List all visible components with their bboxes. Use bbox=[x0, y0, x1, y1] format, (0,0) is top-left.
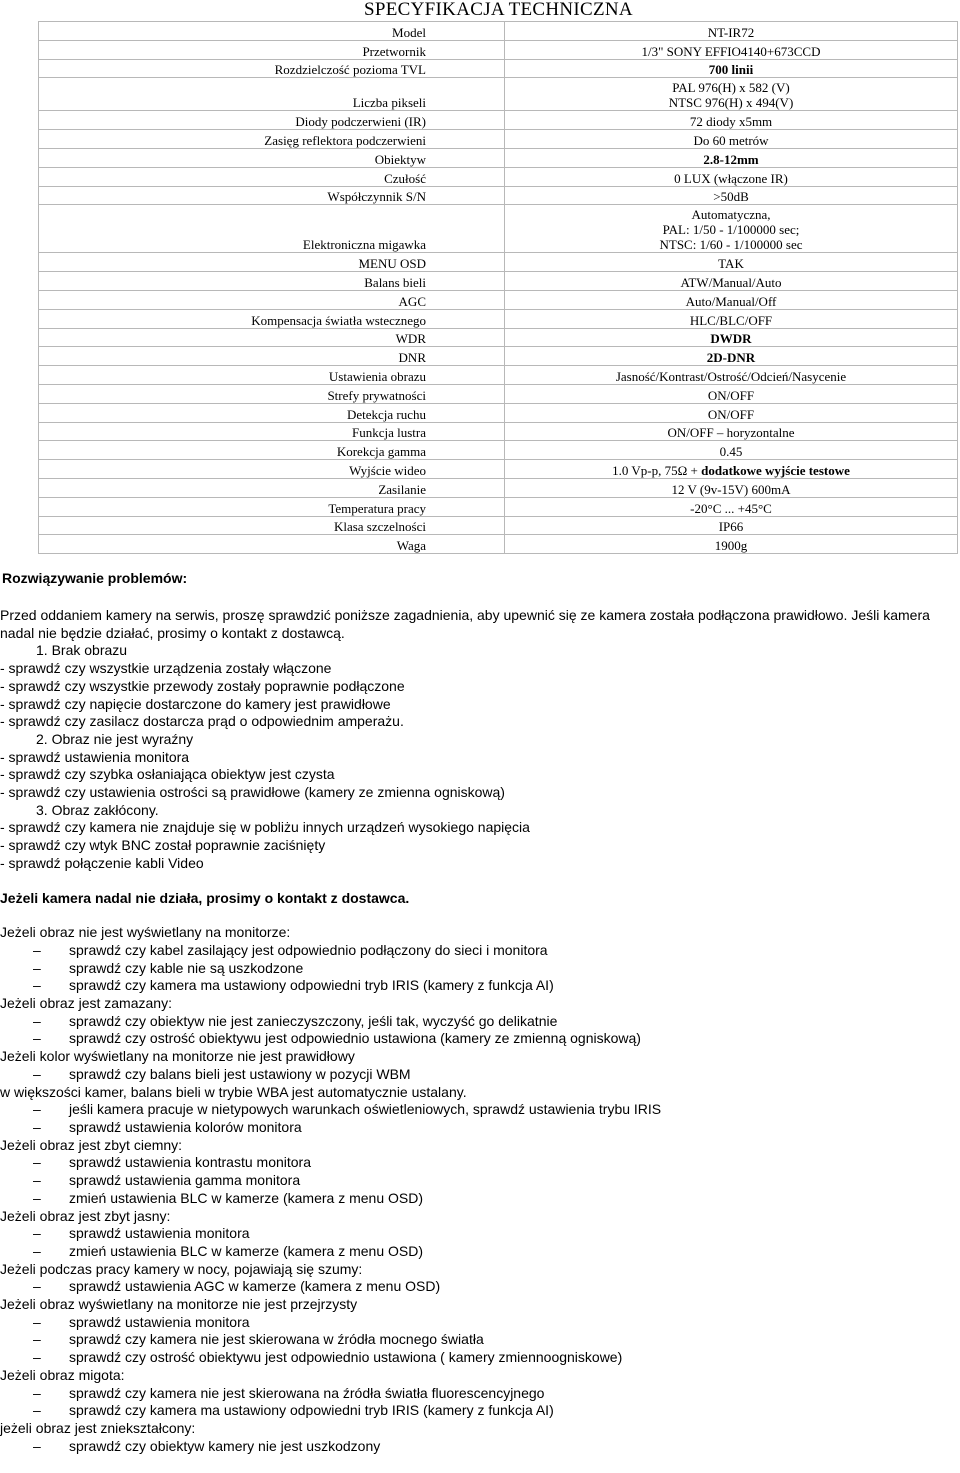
dash-bullet: – bbox=[33, 1349, 41, 1366]
faq-item-text: sprawdź ustawienia gamma monitora bbox=[69, 1172, 301, 1189]
faq-item bbox=[0, 1066, 960, 1084]
spec-row bbox=[39, 148, 958, 167]
spec-label: Balans bieli bbox=[39, 272, 505, 291]
spec-label: Wyjście wideo bbox=[39, 460, 505, 479]
spec-value: Jasność/Kontrast/Ostrość/Odcień/Nasycenie bbox=[505, 366, 958, 385]
spec-value: 1/3" SONY EFFIO4140+673CCD bbox=[505, 40, 958, 59]
spec-label: MENU OSD bbox=[39, 253, 505, 272]
spec-value: Auto/Manual/Off bbox=[505, 290, 958, 309]
spec-row bbox=[39, 290, 958, 309]
section-1-title: 1. Brak obrazu bbox=[36, 642, 128, 659]
spec-label: Strefy prywatności bbox=[39, 384, 505, 403]
spec-label: Elektroniczna migawka bbox=[39, 205, 505, 253]
faq-item-text: sprawdź czy kabel zasilający jest odpowiednio podłączony do sieci i monitora bbox=[69, 941, 548, 958]
faq-item-text: sprawdź czy kamera nie jest skierowana na źródła światła fluorescencyjnego bbox=[69, 1384, 545, 1401]
faq-item-text: sprawdź czy kamera nie jest skierowana w źródła mocnego światła bbox=[69, 1331, 484, 1348]
section-3-title: 3. Obraz zakłócony. bbox=[36, 801, 159, 818]
spec-value: >50dB bbox=[505, 186, 958, 205]
spec-label: WDR bbox=[39, 328, 505, 347]
faq-heading: w większości kamer, balans bieli w trybie WBA jest automatycznie ustalany. bbox=[0, 1083, 467, 1100]
spec-value: TAK bbox=[505, 253, 958, 272]
dash-bullet: – bbox=[33, 941, 41, 958]
faq-item bbox=[0, 1013, 960, 1031]
spec-row bbox=[39, 366, 958, 385]
spec-value: ON/OFF – horyzontalne bbox=[505, 422, 958, 441]
faq-item bbox=[0, 1349, 960, 1367]
faq-heading: Jeżeli obraz nie jest wyświetlany na monitorze: bbox=[0, 924, 291, 941]
check-item: - sprawdź czy wtyk BNC został poprawnie zaciśnięty bbox=[0, 837, 326, 854]
faq-item-text: sprawdź ustawienia kontrastu monitora bbox=[69, 1154, 312, 1171]
spec-row bbox=[39, 205, 958, 253]
spec-label: Czułość bbox=[39, 167, 505, 186]
dash-bullet: – bbox=[33, 1225, 41, 1242]
spec-label: Kompensacja światła wstecznego bbox=[39, 309, 505, 328]
faq-item bbox=[0, 977, 960, 995]
spec-value: NT-IR72 bbox=[505, 22, 958, 41]
faq-item-text: zmień ustawienia BLC w kamerze (kamera z menu OSD) bbox=[69, 1189, 424, 1206]
faq-item bbox=[0, 1225, 960, 1243]
check-item: - sprawdź czy zasilacz dostarcza prąd o odpowiednim amperażu. bbox=[0, 713, 404, 730]
faq-item bbox=[0, 1030, 960, 1048]
spec-label: Korekcja gamma bbox=[39, 441, 505, 460]
dash-bullet: – bbox=[33, 1101, 41, 1118]
spec-row bbox=[39, 535, 958, 554]
faq-heading: Jeżeli kolor wyświetlany na monitorze nie jest prawidłowy bbox=[0, 1048, 355, 1065]
spec-value-plain: 1.0 Vp-p, 75Ω + bbox=[612, 462, 702, 478]
faq-item-text: sprawdź czy kamera ma ustawiony odpowiedni tryb IRIS (kamery z funkcja AI) bbox=[69, 1402, 554, 1419]
dash-bullet: – bbox=[33, 1030, 41, 1047]
spec-label: Zasięg reflektora podczerwieni bbox=[39, 130, 505, 149]
spec-value: 2.8-12mm bbox=[505, 148, 958, 167]
spec-value bbox=[505, 460, 958, 479]
spec-row bbox=[39, 130, 958, 149]
faq-item bbox=[0, 960, 960, 978]
spec-row bbox=[39, 40, 958, 59]
spec-value: Do 60 metrów bbox=[505, 130, 958, 149]
spec-label: Model bbox=[39, 22, 505, 41]
spec-value: DWDR bbox=[505, 328, 958, 347]
faq-item-text: sprawdź czy ostrość obiektywu jest odpowiednio ustawiona ( kamery zmiennoogniskowe) bbox=[69, 1349, 623, 1366]
spec-label: DNR bbox=[39, 347, 505, 366]
spec-value-line: NTSC: 1/60 - 1/100000 sec bbox=[659, 237, 803, 253]
spec-value: -20°C ... +45°C bbox=[505, 497, 958, 516]
spec-title: SPECYFIKACJA TECHNICZNA bbox=[364, 0, 633, 20]
spec-value-line: Automatyczna, bbox=[691, 207, 771, 223]
faq-item bbox=[0, 1101, 960, 1119]
section-2-title: 2. Obraz nie jest wyraźny bbox=[36, 730, 194, 747]
dash-bullet: – bbox=[33, 1313, 41, 1330]
spec-value-line: NTSC 976(H) x 494(V) bbox=[668, 95, 794, 111]
faq-item-text: sprawdź ustawienia monitora bbox=[69, 1313, 250, 1330]
faq-heading: jeżeli obraz jest zniekształcony: bbox=[0, 1419, 196, 1436]
faq-item-text: sprawdź czy balans bieli jest ustawiony w pozycji WBM bbox=[69, 1065, 411, 1082]
spec-row bbox=[39, 478, 958, 497]
dash-bullet: – bbox=[33, 1242, 41, 1259]
faq-item bbox=[0, 1385, 960, 1403]
spec-label: Detekcja ruchu bbox=[39, 403, 505, 422]
contact-note: Jeżeli kamera nadal nie działa, prosimy o kontakt z dostawca. bbox=[0, 889, 410, 906]
troubleshooting-heading: Rozwiązywanie problemów: bbox=[2, 570, 188, 586]
faq-item-text: jeśli kamera pracuje w nietypowych warunkach oświetleniowych, sprawdź ustawienia trybu IRIS bbox=[69, 1101, 662, 1118]
spec-row bbox=[39, 111, 958, 130]
spec-value: 12 V (9v-15V) 600mA bbox=[505, 478, 958, 497]
spec-value: ON/OFF bbox=[505, 384, 958, 403]
check-item: - sprawdź czy kamera nie znajduje się w pobliżu innych urządzeń wysokiego napięcia bbox=[0, 819, 530, 836]
spec-value: 700 linii bbox=[505, 59, 958, 78]
spec-row bbox=[39, 167, 958, 186]
faq-item bbox=[0, 1172, 960, 1190]
dash-bullet: – bbox=[33, 1189, 41, 1206]
intro-text: Przed oddaniem kamery na serwis, proszę sprawdzić poniższe zagadnienia, aby upewnić się ze kamera została podłączona prawidłowo. Jeśli kamera nadal nie będzie działać, prosimy o kontakt z dostawcą. bbox=[0, 607, 930, 641]
spec-value-bold: dodatkowe wyjście testowe bbox=[701, 462, 850, 478]
faq-item-text: sprawdź ustawienia AGC w kamerze (kamera z menu OSD) bbox=[69, 1278, 441, 1295]
troubleshooting-section bbox=[0, 607, 960, 1455]
dash-bullet: – bbox=[33, 1402, 41, 1419]
spec-row bbox=[39, 186, 958, 205]
section-1-list bbox=[0, 660, 960, 731]
spec-row bbox=[39, 253, 958, 272]
spec-row bbox=[39, 384, 958, 403]
spec-value bbox=[505, 78, 958, 111]
spec-row bbox=[39, 328, 958, 347]
check-item: - sprawdź połączenie kabli Video bbox=[0, 854, 204, 871]
spec-value bbox=[505, 205, 958, 253]
faq-item bbox=[0, 1278, 960, 1296]
spec-label: AGC bbox=[39, 290, 505, 309]
spec-value: ATW/Manual/Auto bbox=[505, 272, 958, 291]
faq-item bbox=[0, 942, 960, 960]
check-item: - sprawdź czy wszystkie urządzenia zostały włączone bbox=[0, 660, 332, 677]
spec-value: IP66 bbox=[505, 516, 958, 535]
faq-heading: Jeżeli obraz wyświetlany na monitorze nie jest przejrzysty bbox=[0, 1296, 358, 1313]
check-item: - sprawdź czy ustawienia ostrości są prawidłowe (kamery ze zmienna ogniskową) bbox=[0, 784, 505, 801]
spec-value: ON/OFF bbox=[505, 403, 958, 422]
faq-item-text: sprawdź czy obiektyw kamery nie jest uszkodzony bbox=[69, 1437, 381, 1454]
spec-row bbox=[39, 460, 958, 479]
spec-row bbox=[39, 497, 958, 516]
spec-label: Klasa szczelności bbox=[39, 516, 505, 535]
faq-item bbox=[0, 1314, 960, 1332]
dash-bullet: – bbox=[33, 1065, 41, 1082]
spec-row bbox=[39, 272, 958, 291]
spec-row bbox=[39, 403, 958, 422]
faq-item bbox=[0, 1438, 960, 1456]
spec-row bbox=[39, 78, 958, 111]
dash-bullet: – bbox=[33, 1154, 41, 1171]
spec-value: 0.45 bbox=[505, 441, 958, 460]
spec-value: HLC/BLC/OFF bbox=[505, 309, 958, 328]
spec-value: 1900g bbox=[505, 535, 958, 554]
dash-bullet: – bbox=[33, 1331, 41, 1348]
spec-row bbox=[39, 516, 958, 535]
spec-label: Waga bbox=[39, 535, 505, 554]
faq-item bbox=[0, 1119, 960, 1137]
spec-label: Rozdzielczość pozioma TVL bbox=[39, 59, 505, 78]
spec-label: Funkcja lustra bbox=[39, 422, 505, 441]
faq-item bbox=[0, 1331, 960, 1349]
faq-item-text: sprawdź ustawienia kolorów monitora bbox=[69, 1118, 302, 1135]
spec-label: Ustawienia obrazu bbox=[39, 366, 505, 385]
section-3-list bbox=[0, 819, 960, 872]
faq-heading: Jeżeli obraz migota: bbox=[0, 1366, 125, 1383]
dash-bullet: – bbox=[33, 1118, 41, 1135]
spec-value: 2D-DNR bbox=[505, 347, 958, 366]
spec-label: Diody podczerwieni (IR) bbox=[39, 111, 505, 130]
faq-heading: Jeżeli obraz jest zbyt jasny: bbox=[0, 1207, 171, 1224]
faq-item-text: sprawdź czy obiektyw nie jest zanieczyszczony, jeśli tak, wyczyść go delikatnie bbox=[69, 1012, 558, 1029]
check-item: - sprawdź czy wszystkie przewody zostały poprawnie podłączone bbox=[0, 677, 405, 694]
faq-item-text: sprawdź ustawienia monitora bbox=[69, 1225, 250, 1242]
faq-heading: Jeżeli obraz jest zamazany: bbox=[0, 995, 172, 1012]
dash-bullet: – bbox=[33, 977, 41, 994]
dash-bullet: – bbox=[33, 1384, 41, 1401]
dash-bullet: – bbox=[33, 1278, 41, 1295]
faq-item-text: sprawdź czy kable nie są uszkodzone bbox=[69, 959, 304, 976]
faq-heading: Jeżeli podczas pracy kamery w nocy, pojawiają się szumy: bbox=[0, 1260, 363, 1277]
check-item: - sprawdź czy szybka osłaniająca obiektyw jest czysta bbox=[0, 766, 335, 783]
check-item: - sprawdź ustawienia monitora bbox=[0, 748, 190, 765]
dash-bullet: – bbox=[33, 1437, 41, 1454]
spec-label: Temperatura pracy bbox=[39, 497, 505, 516]
spec-row bbox=[39, 22, 958, 41]
spec-label: Współczynnik S/N bbox=[39, 186, 505, 205]
dash-bullet: – bbox=[33, 959, 41, 976]
faq-item bbox=[0, 1190, 960, 1208]
spec-row bbox=[39, 309, 958, 328]
spec-row bbox=[39, 441, 958, 460]
check-item: - sprawdź czy napięcie dostarczone do kamery jest prawidłowe bbox=[0, 695, 391, 712]
spec-row bbox=[39, 347, 958, 366]
faq-item-text: sprawdź czy kamera ma ustawiony odpowiedni tryb IRIS (kamery z funkcja AI) bbox=[69, 977, 554, 994]
spec-table bbox=[38, 21, 958, 554]
section-2-list bbox=[0, 749, 960, 802]
spec-label: Obiektyw bbox=[39, 148, 505, 167]
spec-row bbox=[39, 59, 958, 78]
spec-row bbox=[39, 422, 958, 441]
spec-value-line: PAL: 1/50 - 1/100000 sec; bbox=[662, 222, 800, 238]
dash-bullet: – bbox=[33, 1012, 41, 1029]
faq-item-text: sprawdź czy ostrość obiektywu jest odpowiednio ustawiona (kamery ze zmienną ogniskową) bbox=[69, 1030, 641, 1047]
faq-item bbox=[0, 1243, 960, 1261]
spec-value: 0 LUX (włączone IR) bbox=[505, 167, 958, 186]
faq-item bbox=[0, 1402, 960, 1420]
faq-blocks bbox=[0, 924, 960, 1455]
faq-item bbox=[0, 1154, 960, 1172]
spec-value-line: PAL 976(H) x 582 (V) bbox=[672, 80, 790, 96]
spec-value: 72 diody x5mm bbox=[505, 111, 958, 130]
faq-heading: Jeżeli obraz jest zbyt ciemny: bbox=[0, 1136, 183, 1153]
spec-label: Przetwornik bbox=[39, 40, 505, 59]
spec-label: Zasilanie bbox=[39, 478, 505, 497]
spec-label: Liczba pikseli bbox=[39, 78, 505, 111]
faq-item-text: zmień ustawienia BLC w kamerze (kamera z menu OSD) bbox=[69, 1242, 424, 1259]
dash-bullet: – bbox=[33, 1172, 41, 1189]
